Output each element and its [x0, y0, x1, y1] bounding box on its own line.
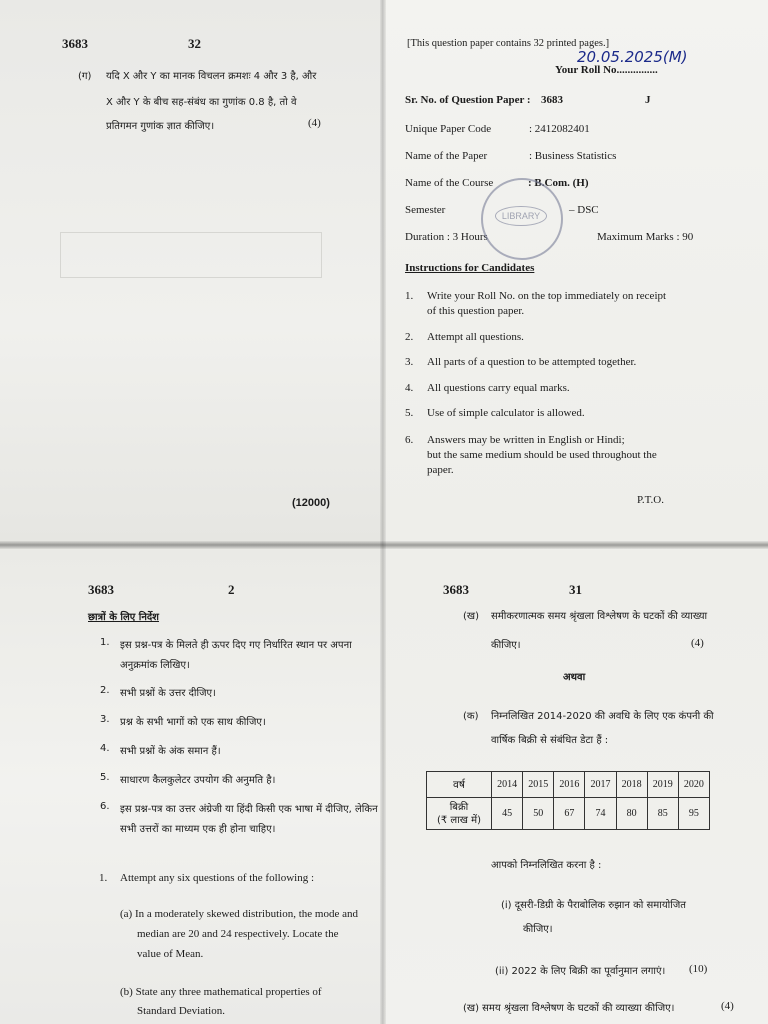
course-value: : B.Com. (H) [528, 177, 589, 189]
question-text-line: निम्नलिखित 2014-2020 की अवधि के लिए एक कंपनी की [491, 711, 714, 722]
instruction-text: प्रश्न के सभी भागों को एक साथ कीजिए। [120, 717, 266, 728]
question-1b-text: (b) State any three mathematical properties of [120, 986, 322, 998]
course-label: Name of the Course [405, 177, 494, 189]
instruction-text: of this question paper. [427, 305, 525, 317]
serial-no-label: Sr. No. of Question Paper : [405, 94, 531, 106]
paper-name-label: Name of the Paper [405, 150, 488, 162]
table-cell-year: 2016 [554, 772, 585, 798]
instructions-title: Instructions for Candidates [405, 262, 535, 274]
sales-label: बिक्री [449, 801, 469, 813]
question-marks: (4) [691, 637, 704, 649]
question-text-line: कीजिए। [491, 640, 521, 651]
header-note: [This question paper contains 32 printed pages.] [407, 38, 610, 49]
instruction-number: 1. [100, 637, 110, 648]
table-cell-year: 2020 [678, 772, 709, 798]
page-32 [0, 0, 383, 545]
question-1-instruction: Attempt any six questions of the following : [120, 872, 315, 884]
table-cell-sales: 95 [678, 798, 709, 830]
page-2 [0, 545, 383, 1024]
instruction-text: इस प्रश्न-पत्र के मिलते ही ऊपर दिए गए निर्धारित स्थान पर अपना [120, 640, 352, 651]
subquestion-i: (i) दूसरी-डिग्री के पैराबोलिक रुझान को समायोजित [501, 900, 686, 911]
table-cell-year: 2019 [647, 772, 678, 798]
horizontal-fold [0, 541, 768, 549]
page-cover [383, 0, 768, 545]
instruction-text: All parts of a question to be attempted together. [427, 356, 637, 368]
question-label: (ख) [463, 611, 479, 622]
table-row [427, 798, 710, 830]
instruction-text: Answers may be written in English or Hindi; [427, 434, 625, 446]
paper-code: 3683 [88, 582, 114, 597]
roll-number-field: Your Roll No............... [555, 64, 658, 76]
vertical-fold [380, 0, 386, 1024]
table-cell-year: 2014 [492, 772, 523, 798]
subquestion-i: कीजिए। [523, 924, 553, 935]
instruction-number: 3. [100, 714, 110, 725]
question-number: 1. [99, 872, 108, 884]
question-marks: (4) [721, 1000, 734, 1012]
task-intro: आपको निम्नलिखित करना है : [491, 860, 602, 871]
table-cell-sales: 67 [554, 798, 585, 830]
table-cell-sales: 45 [492, 798, 523, 830]
instruction-number: 4. [405, 382, 414, 394]
hindi-instructions-title: छात्रों के लिए निर्देश [88, 612, 159, 623]
question-kh-text: (ख) समय श्रृंखला विश्लेषण के घटकों की व्याख्या कीजिए। [463, 1003, 675, 1014]
instruction-number: 6. [100, 801, 110, 812]
instruction-text: सभी प्रश्नों के उत्तर दीजिए। [120, 688, 216, 699]
library-stamp-label: LIBRARY [495, 206, 547, 226]
question-label: (ग) [78, 71, 92, 82]
question-text-line: वार्षिक बिक्री से संबंधित डेटा हैं : [491, 735, 609, 746]
page-31 [383, 545, 768, 1024]
table-header-year: वर्ष [427, 772, 492, 798]
or-separator: अथवा [563, 672, 586, 683]
semester-label: Semester [405, 204, 446, 216]
table-cell-year: 2018 [616, 772, 647, 798]
table-header-sales [427, 798, 492, 830]
page-number: 32 [188, 36, 201, 51]
question-label: (क) [463, 711, 479, 722]
sales-data-table [426, 771, 710, 830]
handwritten-date: 20.05.2025(M) [577, 48, 688, 66]
instruction-text: Attempt all questions. [427, 331, 524, 343]
table-cell-year: 2017 [585, 772, 616, 798]
instruction-number: 4. [100, 743, 110, 754]
instruction-text: सभी उत्तरों का माध्यम एक ही होना चाहिए। [120, 824, 276, 835]
serial-set: J [645, 94, 651, 106]
instruction-text: All questions carry equal marks. [427, 382, 570, 394]
question-1b-text: Standard Deviation. [137, 1005, 225, 1017]
paper-name-value: : Business Statistics [529, 150, 617, 162]
instruction-text: paper. [427, 464, 454, 476]
table-row [427, 772, 710, 798]
sales-unit: (₹ लाख में) [436, 814, 482, 826]
paper-code-value: : 2412082401 [529, 123, 590, 135]
serial-no-value: 3683 [541, 94, 563, 106]
question-text-line: समीकरणात्मक समय श्रृंखला विश्लेषण के घटकों की व्याख्या [491, 611, 708, 622]
table-cell-sales: 50 [523, 798, 554, 830]
table-cell-sales: 80 [616, 798, 647, 830]
page-number: 31 [569, 582, 582, 597]
table-cell-sales: 74 [585, 798, 616, 830]
instruction-number: 6. [405, 434, 414, 446]
instruction-number: 1. [405, 290, 414, 302]
question-1a-text: median are 20 and 24 respectively. Locate the [137, 928, 339, 940]
question-text-line: यदि X और Y का मानक विचलन क्रमशः 4 और 3 है, और [106, 71, 317, 82]
question-marks: (10) [689, 963, 708, 975]
paper-code-label: Unique Paper Code [405, 123, 492, 135]
duration: Duration : 3 Hours [405, 231, 488, 243]
instruction-number: 2. [405, 331, 414, 343]
show-through-table [60, 232, 322, 278]
instruction-number: 5. [100, 772, 110, 783]
maximum-marks: Maximum Marks : 90 [597, 231, 694, 243]
table-cell-sales: 85 [647, 798, 678, 830]
instruction-text: सभी प्रश्नों के अंक समान हैं। [120, 746, 221, 757]
instruction-text: Write your Roll No. on the top immediately on receipt [427, 290, 667, 302]
pto-label: P.T.O. [637, 494, 664, 506]
instruction-number: 5. [405, 407, 414, 419]
library-stamp [481, 178, 563, 260]
paper-code: 3683 [443, 582, 469, 597]
subquestion-ii: (ii) 2022 के लिए बिक्री का पूर्वानुमान लगाएं। [495, 966, 666, 977]
paper-code: 3683 [62, 36, 88, 51]
table-cell-year: 2015 [523, 772, 554, 798]
question-text-line: X और Y के बीच सह-संबंध का गुणांक 0.8 है, तो वे [106, 97, 297, 108]
instruction-number: 2. [100, 685, 110, 696]
semester-value: – DSC [569, 204, 599, 216]
instruction-text: इस प्रश्न-पत्र का उत्तर अंग्रेजी या हिंदी किसी एक भाषा में दीजिए, लेकिन [120, 804, 378, 815]
page-number: 2 [228, 582, 235, 597]
instruction-text: Use of simple calculator is allowed. [427, 407, 585, 419]
question-text-line: प्रतिगमन गुणांक ज्ञात कीजिए। [106, 121, 215, 132]
instruction-text: साधारण कैलकुलेटर उपयोग की अनुमति है। [120, 775, 276, 786]
question-1a-text: value of Mean. [137, 948, 204, 960]
instruction-number: 3. [405, 356, 414, 368]
print-count: (12000) [292, 497, 330, 509]
question-marks: (4) [308, 117, 321, 129]
instruction-text: but the same medium should be used throughout the [427, 449, 657, 461]
question-1a-text: (a) In a moderately skewed distribution, the mode and [120, 908, 358, 920]
instruction-text: अनुक्रमांक लिखिए। [120, 660, 190, 671]
